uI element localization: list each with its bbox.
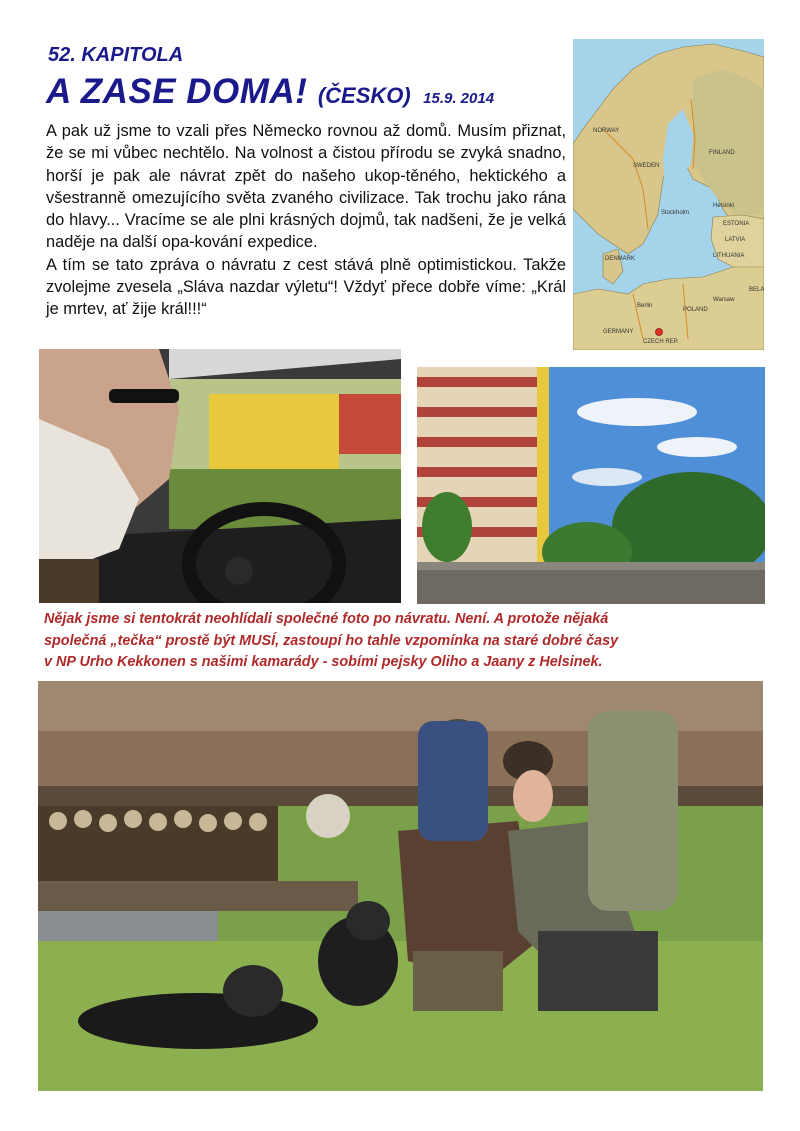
title-country: (ČESKO) xyxy=(317,83,411,108)
title-row xyxy=(46,72,494,112)
caption-line-2: společná „tečka“ prostě být MUSÍ, zastoupí ho tahle vzpomínka na staré dobré časy xyxy=(44,632,619,649)
location-marker-icon xyxy=(656,329,663,336)
map-label-czech: CZECH REP. xyxy=(643,339,679,345)
map-illustration xyxy=(573,39,764,350)
map-label-bela: BELA xyxy=(749,287,764,293)
page-title: A ZASE DOMA! xyxy=(46,72,308,111)
map-label-norway: NORWAY xyxy=(593,128,620,134)
map-label-finland: FINLAND xyxy=(709,150,735,156)
photo-caption xyxy=(44,609,764,674)
body-paragraph-2: A tím se tato zpráva o návratu z cest stává plně optimistickou. Takže zvolejme zvesela „Sláva nazdar výletu“! Vždyť přece dobře víme: „Král je mrtev, ať žije král!!!“ xyxy=(46,255,566,319)
body-text xyxy=(46,120,566,321)
map-label-helsinki: Helsinki xyxy=(713,203,735,209)
body-paragraph-1: A pak už jsme to vzali přes Německo rovnou až domů. Musím přiznat, že se mi vůbec nechtělo. Na volnost a čistou přírodu se zvyká snadno, horší je pak ale návrat zpět do našeho ukop-těného, hektického a všestranně omezujícího světa zvaného civilizace. Tak trochu jako rána do hlavy... Vracíme se ale plni krásných dojmů, tak nadšeni, že je velká naděje na další opa-kování expedice. xyxy=(46,122,566,252)
map-label-poland: POLAND xyxy=(683,307,708,313)
photo-hikers-dogs xyxy=(38,681,763,1091)
map-label-denmark: DENMARK xyxy=(605,256,636,262)
map-label-estonia: ESTONIA xyxy=(723,221,750,227)
map-label-lithuania: LITHUANIA xyxy=(713,253,745,259)
caption-line-1: Nějak jsme si tentokrát neohlídali společné foto po návratu. Není. A protože nějaká xyxy=(44,611,609,627)
map-label-berlin: Berlin xyxy=(637,303,653,309)
map-label-germany: GERMANY xyxy=(603,329,634,335)
photo-building xyxy=(417,367,765,604)
map-scandinavia xyxy=(573,39,764,350)
map-label-latvia: LATVIA xyxy=(725,237,746,243)
map-label-warsaw: Warsaw xyxy=(713,297,735,303)
map-label-stockholm: Stockholm xyxy=(661,210,690,216)
chapter-number: 52. KAPITOLA xyxy=(48,44,184,66)
photo-driving xyxy=(39,349,401,603)
title-date: 15.9. 2014 xyxy=(423,90,495,107)
map-label-sweden: SWEDEN xyxy=(633,163,660,169)
caption-line-3: v NP Urho Kekkonen s našimi kamarády - sobími pejsky Oliho a Jaany z Helsinek. xyxy=(44,654,603,670)
